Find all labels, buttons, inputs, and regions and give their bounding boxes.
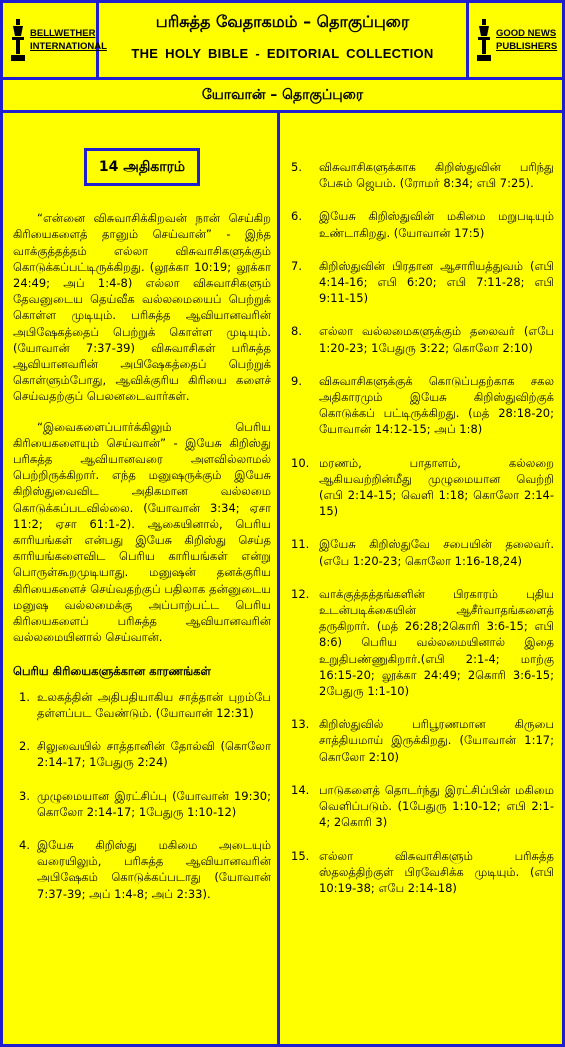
item-text: உலகத்தின் அதிபதியாகிய சாத்தான் புறம்பே தள்ளப்பட வேண்டும். (யோவான் 12:31) — [37, 689, 271, 720]
paragraph-2: “இவைகளைப்பார்க்கிலும் பெரிய கிரியைகளையும் செய்வான்” - இயேசு கிறிஸ்து பரிசுத்த ஆவியானவரை அளவில்லாமல் பெற்றிருக்கிறார். எந்த மனுஷருக்கும் இயேசு கிறிஸ்துவைவிட அதிகமான வல்லமை கொடுக்கப்படவில்லை. (யோவான் 3:34; ஏசா 11:2; ஏசா 61:1-2). ஆகையினால், பெரிய காரியங்கள் என்பது இயேசு கிறிஸ்து செய்த காரியங்களைவிட பெரிய காரியங்கள் என்று பொருள்கூறமுடியாது. மனுஷன் தனக்குரிய கிரியைகளைச் செய்வதற்குப் பதிலாக தன்னுடைய மனுஷ வல்லமைக்கு அப்பாற்பட்ட பெரிய கிரியைகளைப் பரிசுத்த ஆவியானவரின் வல்லமையினால் செய்வான். — [13, 419, 271, 645]
item-number: 6. — [291, 209, 302, 224]
item-text: இயேசு கிறிஸ்து மகிமை அடையும் வரையிலும், பரிசுத்த ஆவியானவரின் அபிஷேகம் கொடுக்கப்படாது (யோவான் 7:37-39; அப் 1:4-8; அப் 2:33). — [37, 837, 271, 901]
good-news-logo — [466, 3, 562, 77]
item-number: 4. — [19, 837, 30, 852]
item-text: வாக்குத்தத்தங்களின் பிரகாரம் புதிய உடன்படிக்கையின் ஆசீர்வாதங்களைத் தருகிறார். (மத் 26:28;2கொரி 3:6-15; எபி 8:6) பெரிய வல்லமையினால் இதை உறுதிபண்ணுகிறார்.(எபி 2:1-4; மாற்கு 16:15-20; லூக்கா 24:49; 2கொரி 3:6-15; 2பேதுரு 1:1-10) — [319, 586, 554, 699]
item-number: 7. — [291, 258, 302, 273]
item-number: 3. — [19, 788, 30, 803]
header — [3, 3, 562, 80]
item-number: 14. — [291, 782, 310, 797]
list-item — [291, 323, 554, 355]
list-item — [13, 689, 271, 721]
reasons-list-right — [291, 159, 554, 896]
good-news-logo-text: GOOD NEWS PUBLISHERS — [496, 28, 558, 52]
paragraph-1: “என்னை விசுவாசிக்கிறவன் நான் செய்கிற கிரியைகளைத் தானும் செய்வான்” - இந்த வாக்குத்தத்தம் எல்லா விசுவாசிகளுக்கும் கொடுக்கப்பட்டிருக்கிறது. (லூக்கா 10:19; லூக்கா 24:49; அப் 1:4-8) எல்லா விசுவாசிகளும் தேவனுடைய தெய்வீக வல்லமையைப் பெற்றுக் கொள்ள முடியும். பரிசுத்த ஆவியானவரின் அபிஷேகத்தைப் பெற்றுக் கொள்ள முடியும். (யோவான் 7:37-39) விசுவாசிகள் பரிசுத்த ஆவியானவரின் அபிஷேகத்தைப் பெற்றுக் கொள்ளும்போது, ஆவிக்குரிய கிரியை களைச் செய்வதற்குப் பெலனடைவார்கள். — [13, 211, 271, 404]
item-number: 5. — [291, 160, 302, 174]
item-text: விசுவாசிகளுக்காக கிறிஸ்துவின் பரிந்து பேசும் ஜெபம். (ரோமர் 8:34; எபி 7:25). — [319, 160, 554, 191]
list-item — [291, 373, 554, 438]
lamp-icon — [9, 17, 27, 63]
bellwether-logo-text: BELLWETHER INTERNATIONAL — [30, 28, 107, 52]
item-number: 12. — [291, 586, 310, 601]
item-text: மரணம், பாதாளம், கல்லறை ஆகியவற்றின்மீது முழுமையான வெற்றி (எபி 2:14-15; வெளி 1:18; கொலோ 2:14-15) — [319, 455, 554, 519]
list-item — [291, 159, 554, 191]
item-text: முழுமையான இரட்சிப்பு (யோவான் 19:30; கொலோ 2:14-17; 1பேதுரு 1:10-12) — [37, 788, 271, 819]
list-item — [291, 586, 554, 699]
list-item — [13, 837, 271, 902]
item-number: 1. — [19, 689, 30, 704]
item-text: எல்லா விசுவாசிகளும் பரிசுத்த ஸ்தலத்திற்குள் பிரவேசிக்க முடியும். (எபி 10:19-38; எபே 2:14-18) — [319, 848, 554, 895]
title-english: THE HOLY BIBLE - EDITORIAL COLLECTION — [131, 46, 434, 61]
header-title — [102, 3, 463, 77]
book-title: யோவான் – தொகுப்புரை — [3, 80, 562, 113]
right-column — [283, 113, 562, 1044]
list-item — [291, 455, 554, 520]
item-number: 15. — [291, 848, 310, 863]
chapter-label: 14 அதிகாரம் — [84, 148, 200, 186]
item-number: 11. — [291, 537, 310, 552]
bellwether-logo — [3, 3, 107, 77]
item-number: 9. — [291, 373, 302, 388]
list-item — [13, 738, 271, 770]
list-item — [13, 788, 271, 820]
item-text: விசுவாசிகளுக்குக் கொடுப்பதற்காக சகல அதிகாரமும் இயேசு கிறிஸ்துவிற்குக் கொடுக்கப் பட்டிருக்கிறது. (மத் 28:18-20; யோவான் 14:12-15; அப் 1:8) — [319, 373, 554, 437]
item-number: 2. — [19, 739, 30, 754]
item-text: இயேசு கிறிஸ்துவின் மகிமை மறுபடியும் உண்டாகிறது. (யோவான் 17:5) — [319, 209, 554, 240]
item-text: கிறிஸ்துவில் பரிபூரணமான கிருபை சாத்தியமாய் இருக்கிறது. (யோவான் 1:17; கொலோ 2:10) — [319, 717, 554, 764]
item-text: பாடுகளைத் தொடர்ந்து இரட்சிப்பின் மகிமை வெளிப்படும். (1பேதுரு 1:10-12; எபி 2:1-4; 2கொரி 3) — [319, 782, 554, 830]
list-item — [291, 536, 554, 568]
list-item — [291, 782, 554, 831]
list-item — [291, 208, 554, 240]
item-text: கிறிஸ்துவின் பிரதான ஆசாரியத்துவம் (எபி 4:14-16; எபி 6:20; எபி 7:11-28; எபி 9:11-15) — [319, 258, 554, 306]
list-item — [291, 258, 554, 307]
list-item — [291, 716, 554, 765]
item-text: எல்லா வல்லமைகளுக்கும் தலைவர் (எபே 1:20-23; 1பேதுரு 3:22; கொலோ 2:10) — [319, 324, 554, 355]
left-column — [3, 113, 280, 1044]
lamp-icon — [475, 17, 493, 63]
item-number: 13. — [291, 717, 310, 732]
item-text: சிலுவையில் சாத்தானின் தோல்வி (கொலோ 2:14-17; 1பேதுரு 2:24) — [37, 739, 271, 770]
item-number: 8. — [291, 324, 302, 339]
item-number: 10. — [291, 455, 310, 470]
title-tamil: பரிசுத்த வேதாகமம் – தொகுப்புரை — [155, 12, 410, 31]
item-text: இயேசு கிறிஸ்துவே சபையின் தலைவர். (எபே 1:20-23; கொலோ 1:16-18,24) — [319, 537, 554, 568]
list-heading: பெரிய கிரியைகளுக்கான காரணங்கள் — [13, 664, 211, 679]
reasons-list-left — [13, 689, 271, 902]
list-item — [291, 848, 554, 897]
